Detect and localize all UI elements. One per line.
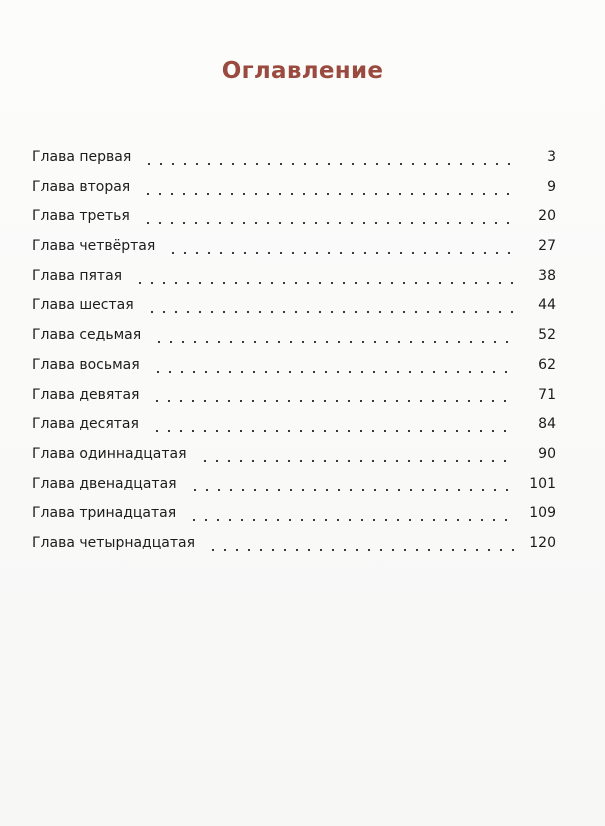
dot-leader <box>152 371 516 373</box>
toc-entry <box>32 474 556 504</box>
toc-chapter-title: Глава шестая <box>32 297 134 314</box>
toc-chapter-title: Глава двенадцатая <box>32 475 177 492</box>
toc-page-number: 101 <box>529 475 556 492</box>
toc-entry <box>32 503 556 533</box>
toc-chapter-title: Глава третья <box>32 208 130 225</box>
dot-leader <box>142 222 516 224</box>
dot-leader <box>134 282 516 284</box>
toc-page-number: 3 <box>547 149 556 165</box>
toc-entry <box>32 266 556 296</box>
toc-entry <box>32 147 556 177</box>
toc-entry <box>32 177 556 207</box>
toc-page-number: 62 <box>538 356 556 373</box>
toc-page-number: 84 <box>538 416 556 433</box>
dot-leader <box>188 519 515 521</box>
toc-entry <box>32 355 556 385</box>
toc-chapter-title: Глава девятая <box>32 386 140 403</box>
toc-entry <box>32 206 556 236</box>
dot-leader <box>199 460 516 462</box>
dot-leader <box>153 341 516 343</box>
toc-page-number: 120 <box>529 534 556 551</box>
toc-entry <box>32 236 556 266</box>
toc-page-number: 9 <box>547 178 556 195</box>
dot-leader <box>189 489 516 491</box>
toc-page-number: 20 <box>538 208 556 225</box>
dot-leader <box>151 400 516 402</box>
page-title: Оглавление <box>221 58 384 84</box>
toc-page-number: 44 <box>538 297 556 314</box>
toc-page-number: 38 <box>538 267 556 284</box>
toc-chapter-title: Глава первая <box>32 149 132 165</box>
toc-chapter-title: Глава седьмая <box>32 327 142 344</box>
toc-entry <box>32 325 556 355</box>
toc-chapter-title: Глава одиннадцатая <box>32 445 187 462</box>
toc-chapter-title: Глава тринадцатая <box>32 505 177 522</box>
dot-leader <box>146 311 516 313</box>
dot-leader <box>143 163 516 165</box>
dot-leader <box>207 549 515 551</box>
toc-page-number: 71 <box>538 386 556 403</box>
dot-leader <box>167 252 516 254</box>
toc-page-number: 52 <box>538 327 556 344</box>
dot-leader <box>142 193 516 195</box>
toc-chapter-title: Глава четвёртая <box>32 238 156 255</box>
toc-entry <box>32 385 556 415</box>
toc-page-number: 27 <box>538 238 556 255</box>
toc-chapter-title: Глава четырнадцатая <box>32 534 196 551</box>
toc-entry <box>32 444 556 474</box>
toc-page-number: 109 <box>529 505 556 522</box>
toc-entry <box>32 533 556 563</box>
table-of-contents <box>32 147 556 563</box>
dot-leader <box>151 430 516 432</box>
toc-chapter-title: Глава восьмая <box>32 356 140 373</box>
toc-entry <box>32 295 556 325</box>
toc-chapter-title: Глава десятая <box>32 416 139 433</box>
toc-chapter-title: Глава пятая <box>32 267 123 284</box>
toc-entry <box>32 414 556 444</box>
toc-chapter-title: Глава вторая <box>32 178 131 195</box>
toc-page-number: 90 <box>538 445 556 462</box>
